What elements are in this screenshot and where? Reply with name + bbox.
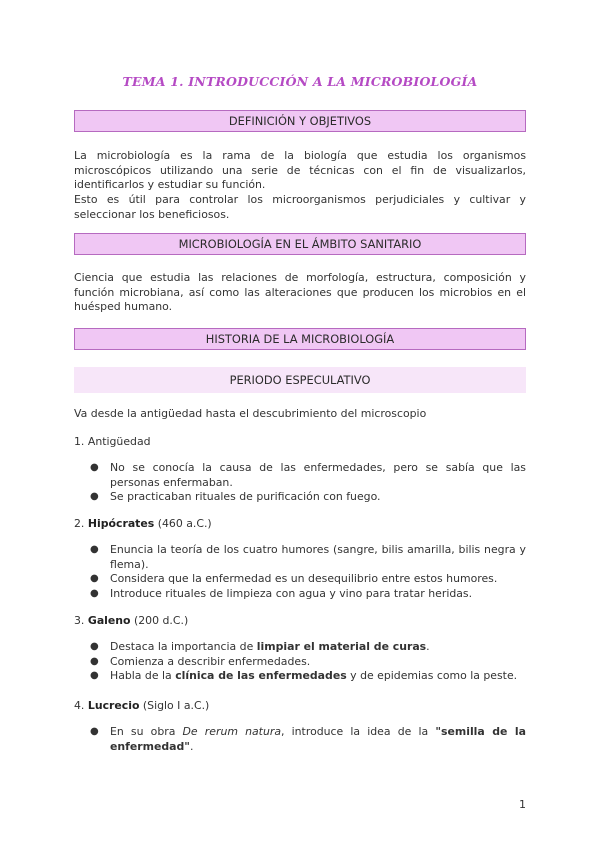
bullet-list xyxy=(88,461,526,505)
section-heading-sanitario: MICROBIOLOGÍA EN EL ÁMBITO SANITARIO xyxy=(74,233,526,255)
list-item: ● En su obra De rerum natura, introduce la idea de la "semilla de la enfermedad". xyxy=(90,725,526,753)
bullet-icon: ● xyxy=(90,655,99,667)
sanitario-paragraph: Ciencia que estudia las relaciones de morfología, estructura, composición y función microbiana, así como las alteraciones que producen los microbios en el huésped humano. xyxy=(74,271,526,313)
page-number: 1 xyxy=(519,798,526,811)
historia-intro: Va desde la antigüedad hasta el descubrimiento del microscopio xyxy=(74,407,427,420)
bullet-list xyxy=(88,725,526,754)
item-number: 3. xyxy=(74,614,85,627)
section-heading-historia: HISTORIA DE LA MICROBIOLOGÍA xyxy=(74,328,526,350)
list-item: ● Comienza a describir enfermedades. xyxy=(90,654,311,668)
section-heading-definicion: DEFINICIÓN Y OBJETIVOS xyxy=(74,110,526,132)
list-item: ● No se conocía la causa de las enfermedades, pero se sabía que las personas enfermaban. xyxy=(90,461,526,489)
bullet-list xyxy=(88,543,526,601)
item-heading xyxy=(74,614,188,627)
item-detail: (Siglo I a.C.) xyxy=(142,699,210,712)
item-name: Galeno xyxy=(87,614,131,627)
list-item: ● Enuncia la teoría de los cuatro humores (sangre, bilis amarilla, bilis negra y flema). xyxy=(90,543,526,571)
bullet-icon: ● xyxy=(90,641,99,652)
list-item: ● Introduce rituales de limpieza con agua y vino para tratar heridas. xyxy=(90,586,473,600)
list-item: ● Destaca la importancia de limpiar el material de curas. xyxy=(90,640,430,653)
item-name: Hipócrates xyxy=(87,517,155,530)
item-detail: (460 a.C.) xyxy=(157,517,212,530)
definicion-paragraph-2: Esto es útil para controlar los microorganismos perjudiciales y cultivar y seleccionar los beneficiosos. xyxy=(74,193,526,221)
list-item: ● Se practicaban rituales de purificación con fuego. xyxy=(90,490,381,503)
definicion-paragraph-1: La microbiología es la rama de la biología que estudia los organismos microscópicos utilizando una serie de técnicas con el fin de visualizarlos, identificarlos y estudiar su función. xyxy=(74,149,526,191)
item-name: Lucrecio xyxy=(87,699,140,712)
item-heading xyxy=(74,699,209,712)
item-number: 1. xyxy=(74,435,85,448)
bullet-icon: ● xyxy=(90,462,99,473)
bullet-list xyxy=(88,640,526,684)
bullet-icon: ● xyxy=(90,544,99,555)
bullet-icon: ● xyxy=(90,670,99,681)
bullet-icon: ● xyxy=(90,726,99,737)
item-detail: (200 d.C.) xyxy=(134,614,189,627)
bullet-icon: ● xyxy=(90,587,99,599)
list-item: ● Habla de la clínica de las enfermedades y de epidemias como la peste. xyxy=(90,669,518,682)
item-name: Antigüedad xyxy=(87,435,151,448)
page-title: TEMA 1. INTRODUCCIÓN A LA MICROBIOLOGÍA xyxy=(122,74,478,89)
item-number: 4. xyxy=(74,699,85,712)
bullet-icon: ● xyxy=(90,573,99,584)
item-heading xyxy=(74,435,151,448)
subsection-heading-especulativo: PERIODO ESPECULATIVO xyxy=(74,367,526,393)
item-number: 2. xyxy=(74,517,85,530)
item-heading xyxy=(74,517,212,530)
list-item: ● Considera que la enfermedad es un desequilibrio entre estos humores. xyxy=(90,572,498,585)
bullet-icon: ● xyxy=(90,491,99,502)
